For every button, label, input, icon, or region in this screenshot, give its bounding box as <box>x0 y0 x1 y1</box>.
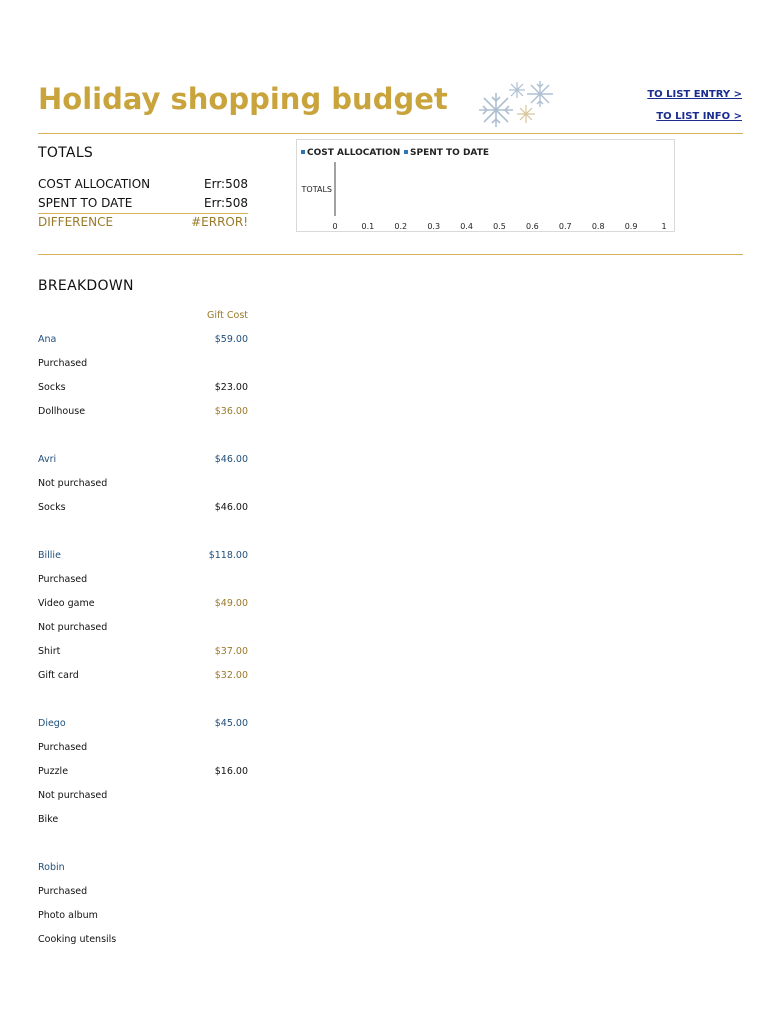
legend-swatch <box>404 150 408 154</box>
gift-cost-value: $46.00 <box>214 502 248 513</box>
difference-label: DIFFERENCE <box>38 215 114 229</box>
x-tick-label: 0.8 <box>591 222 605 231</box>
row-label: Purchased <box>38 886 88 897</box>
person-row <box>38 334 248 345</box>
totals-label: SPENT TO DATE <box>38 196 133 210</box>
row-label: Dollhouse <box>38 406 86 417</box>
person-name: Robin <box>38 862 65 873</box>
totals-value: Err:508 <box>204 177 248 191</box>
gift-row <box>38 406 248 417</box>
gift-cost-value: $59.00 <box>214 334 248 345</box>
totals-chart <box>296 139 675 232</box>
to-list-info-link[interactable]: TO LIST INFO > <box>656 111 742 122</box>
row-label: Shirt <box>38 646 61 657</box>
row-label: Purchased <box>38 742 88 753</box>
category-label: TOTALS <box>301 185 332 194</box>
gift-cost-value: $36.00 <box>214 406 248 417</box>
status-row <box>38 574 248 585</box>
gift-cost-value: $49.00 <box>214 598 248 609</box>
breakdown-heading: BREAKDOWN <box>38 278 134 294</box>
status-row <box>38 742 248 753</box>
row-label: Bike <box>38 814 59 825</box>
person-name: Ana <box>38 334 57 345</box>
person-name: Billie <box>38 550 61 561</box>
section-divider <box>38 254 743 255</box>
legend-label: SPENT TO DATE <box>410 148 489 158</box>
to-list-entry-link[interactable]: TO LIST ENTRY > <box>647 89 742 100</box>
totals-value: Err:508 <box>204 196 248 210</box>
gift-cost-value: $16.00 <box>214 766 248 777</box>
gift-cost-header: Gift Cost <box>206 310 248 321</box>
row-label: Puzzle <box>38 766 69 777</box>
row-label: Photo album <box>38 910 98 921</box>
x-tick-label: 0.2 <box>394 222 408 231</box>
totals-label: COST ALLOCATION <box>38 177 151 191</box>
status-row <box>38 622 248 633</box>
x-tick-label: 0.9 <box>624 222 638 231</box>
person-row <box>38 550 248 561</box>
gift-row <box>38 910 248 921</box>
gift-cost-value: $45.00 <box>214 718 248 729</box>
x-tick-label: 0.5 <box>493 222 506 231</box>
row-label: Purchased <box>38 358 88 369</box>
row-label: Not purchased <box>38 622 108 633</box>
person-name: Diego <box>38 718 66 729</box>
x-tick-label: 0.4 <box>460 222 473 231</box>
header-divider <box>38 133 743 134</box>
page-title: Holiday shopping budget <box>38 82 448 116</box>
status-row <box>38 886 248 897</box>
snowflake-icon <box>474 78 558 134</box>
status-row <box>38 478 248 489</box>
x-tick-label: 0.6 <box>526 222 539 231</box>
gift-row <box>38 646 248 657</box>
gift-row <box>38 502 248 513</box>
person-name: Avri <box>38 454 57 465</box>
x-tick-label: 1 <box>661 222 667 231</box>
gift-row <box>38 382 248 393</box>
row-label: Not purchased <box>38 790 108 801</box>
x-tick-label: 0.1 <box>361 222 375 231</box>
row-label: Socks <box>38 382 66 393</box>
totals-row-difference <box>38 213 248 229</box>
gift-cost-value: $37.00 <box>214 646 248 657</box>
totals-row-spent-to-date <box>38 196 248 210</box>
gift-row <box>38 766 248 777</box>
gift-row <box>38 934 248 945</box>
status-row <box>38 790 248 801</box>
row-label: Video game <box>38 598 95 609</box>
x-tick-label: 0 <box>332 222 338 231</box>
gift-row <box>38 814 248 825</box>
row-label: Cooking utensils <box>38 934 117 945</box>
gift-cost-column-header <box>38 310 248 321</box>
row-label: Socks <box>38 502 66 513</box>
legend-label: COST ALLOCATION <box>307 148 401 158</box>
difference-value: #ERROR! <box>191 215 248 229</box>
row-label: Not purchased <box>38 478 108 489</box>
gift-row <box>38 598 248 609</box>
gift-cost-value: $46.00 <box>214 454 248 465</box>
gift-cost-value: $23.00 <box>214 382 248 393</box>
gift-cost-value: $32.00 <box>214 670 248 681</box>
totals-chart-svg <box>297 140 674 231</box>
row-label: Gift card <box>38 670 79 681</box>
person-row <box>38 718 248 729</box>
totals-row-cost-allocation <box>38 177 248 191</box>
x-tick-label: 0.7 <box>558 222 572 231</box>
row-label: Purchased <box>38 574 88 585</box>
gift-cost-value: $118.00 <box>208 550 248 561</box>
gift-row <box>38 670 248 681</box>
status-row <box>38 358 248 369</box>
totals-heading: TOTALS <box>38 145 94 161</box>
person-row <box>38 454 248 465</box>
person-row <box>38 862 248 873</box>
legend-swatch <box>301 150 305 154</box>
x-tick-label: 0.3 <box>427 222 441 231</box>
